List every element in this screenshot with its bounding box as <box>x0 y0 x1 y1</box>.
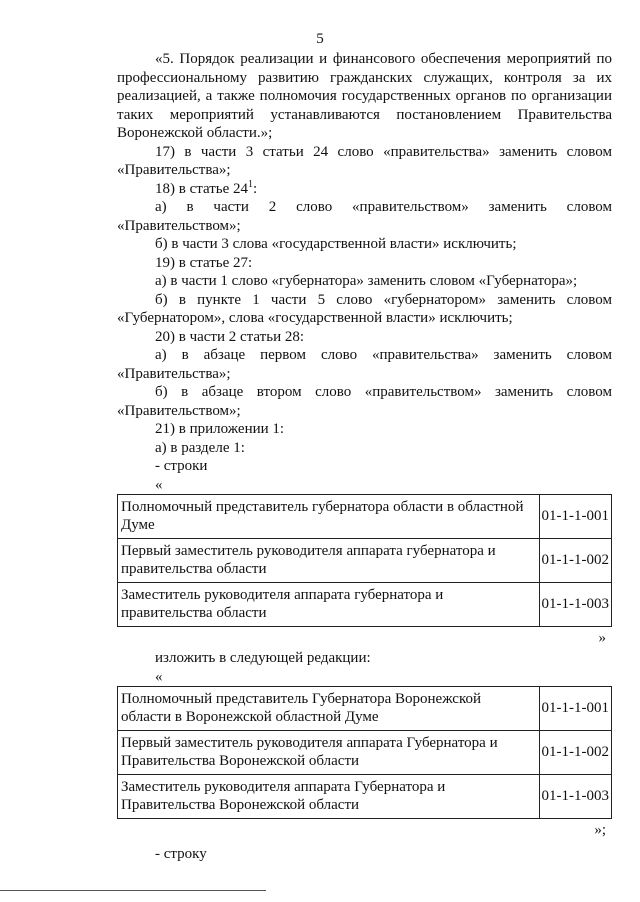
position-cell: Первый заместитель руководителя аппарата Губернатора и Правительства Воронежской области <box>118 731 540 775</box>
paragraph: 20) в части 2 статьи 28: <box>155 328 305 345</box>
table-row <box>118 775 612 819</box>
position-cell: Первый заместитель руководителя аппарата губернатора и правительства области <box>118 539 540 583</box>
close-quote: » <box>598 630 606 646</box>
table-row <box>118 583 612 627</box>
page-number: 5 <box>316 31 324 47</box>
footer-divider <box>0 890 266 891</box>
position-cell: Заместитель руководителя аппарата губернатора и правительства области <box>118 583 540 627</box>
paragraph: 21) в приложении 1: <box>155 421 285 437</box>
table-row <box>118 731 612 775</box>
code-cell: 01-1-1-003 <box>539 775 612 819</box>
middle-text: изложить в следующей редакции: <box>155 650 371 666</box>
position-cell: Заместитель руководителя аппарата Губернатора и Правительства Воронежской области <box>118 775 540 819</box>
code-cell: 01-1-1-001 <box>539 495 612 539</box>
code-cell: 01-1-1-001 <box>539 687 612 731</box>
paragraph: 19) в статье 27: <box>155 254 253 271</box>
paragraph: б) в абзаце втором слово «правительством» заменить словом «Правительством»; <box>117 384 612 419</box>
paragraph: «5. Порядок реализации и финансового обеспечения мероприятий по профессиональному развитию гражданских служащих, контроля за их реализацией, а также полномочия государственных органов по организации таких мероприятий устанавливаются постановлением Правительства Воронежской области.»; <box>117 51 612 141</box>
paragraph: « <box>155 476 163 493</box>
amendment-paragraphs <box>117 50 612 494</box>
paragraph: б) в части 3 слова «государственной власти» исключить; <box>155 236 517 252</box>
paragraph: б) в пункте 1 части 5 слово «губернатором» заменить словом «Губернатором», слова «государственной власти» исключить; <box>117 291 612 326</box>
position-cell: Полномочный представитель губернатора области в областной Думе <box>118 495 540 539</box>
code-cell: 01-1-1-002 <box>539 731 612 775</box>
table-row <box>118 539 612 583</box>
paragraph: 18) в статье $24^1$: <box>155 178 258 197</box>
open-quote: « <box>155 668 163 685</box>
document-body <box>117 50 612 864</box>
paragraph: - строки <box>155 458 208 474</box>
paragraph: а) в части 1 слово «губернатора» заменить словом «Губернатора»; <box>155 273 578 289</box>
paragraph: 17) в части 3 статьи 24 слово «правительства» заменить словом «Правительства»; <box>117 143 612 178</box>
paragraph: а) в разделе 1: <box>155 439 245 456</box>
table-row <box>118 687 612 731</box>
paragraph: а) в части 2 слово «правительством» заменить словом «Правительством»; <box>117 199 612 234</box>
table-old-positions <box>117 494 612 627</box>
position-cell: Полномочный представитель Губернатора Воронежской области в Воронежской областной Думе <box>118 687 540 731</box>
code-cell: 01-1-1-003 <box>539 583 612 627</box>
paragraph: а) в абзаце первом слово «правительства» заменить словом «Правительства»; <box>117 347 612 382</box>
table-row <box>118 495 612 539</box>
close-quote-semicolon: »; <box>594 822 606 838</box>
code-cell: 01-1-1-002 <box>539 539 612 583</box>
table-new-positions <box>117 686 612 819</box>
last-line: - строку <box>155 846 207 862</box>
